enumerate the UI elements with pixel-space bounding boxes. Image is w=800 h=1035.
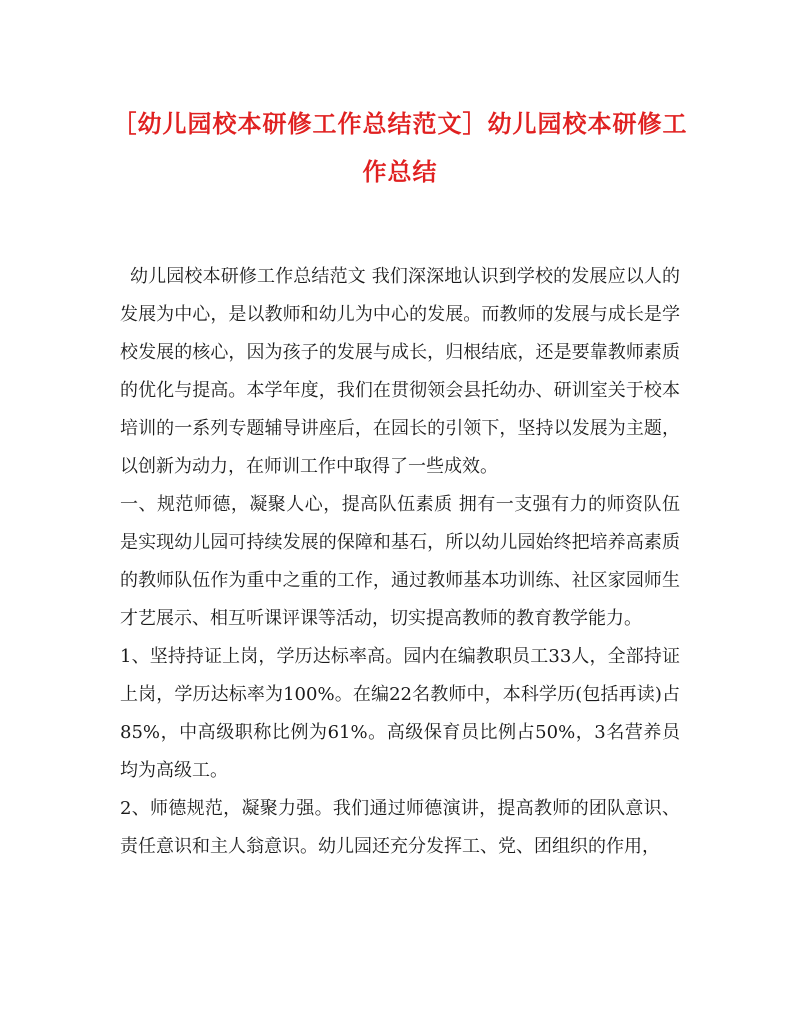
paragraph-item-one: 1、坚持持证上岗，学历达标率高。园内在编教职员工33人，全部持证上岗，学历达标率为100%。在编22名教师中，本科学历(包括再读)占85%，中高级职称比例为61%。高级保育员比例占50%，3名营养员均为高级工。 xyxy=(120,646,680,781)
paragraph-item-two: 2、师德规范，凝聚力强。我们通过师德演讲，提高教师的团队意识、责任意识和主人翁意识。幼儿园还充分发挥工、党、团组织的作用， xyxy=(120,798,680,857)
paragraph-section-one: 一、规范师德，凝聚人心，提高队伍素质 拥有一支强有力的师资队伍是实现幼儿园可持续发展的保障和基石，所以幼儿园始终把培养高素质的教师队伍作为重中之重的工作，通过教师基本功训练、社区家园师生才艺展示、相互听课评课等活动，切实提高教师的教育教学能力。 xyxy=(120,494,680,629)
document-body xyxy=(120,258,680,866)
document-title: ［幼儿园校本研修工作总结范文］幼儿园校本研修工作总结 xyxy=(112,109,688,186)
paragraph-intro: 幼儿园校本研修工作总结范文 我们深深地认识到学校的发展应以人的发展为中心，是以教师和幼儿为中心的发展。而教师的发展与成长是学校发展的核心，因为孩子的发展与成长，归根结底，还是要靠教师素质的优化与提高。本学年度，我们在贯彻领会县托幼办、研训室关于校本培训的一系列专题辅导讲座后，在园长的引领下，坚持以发展为主题，以创新为动力，在师训工作中取得了一些成效。 xyxy=(120,266,680,477)
